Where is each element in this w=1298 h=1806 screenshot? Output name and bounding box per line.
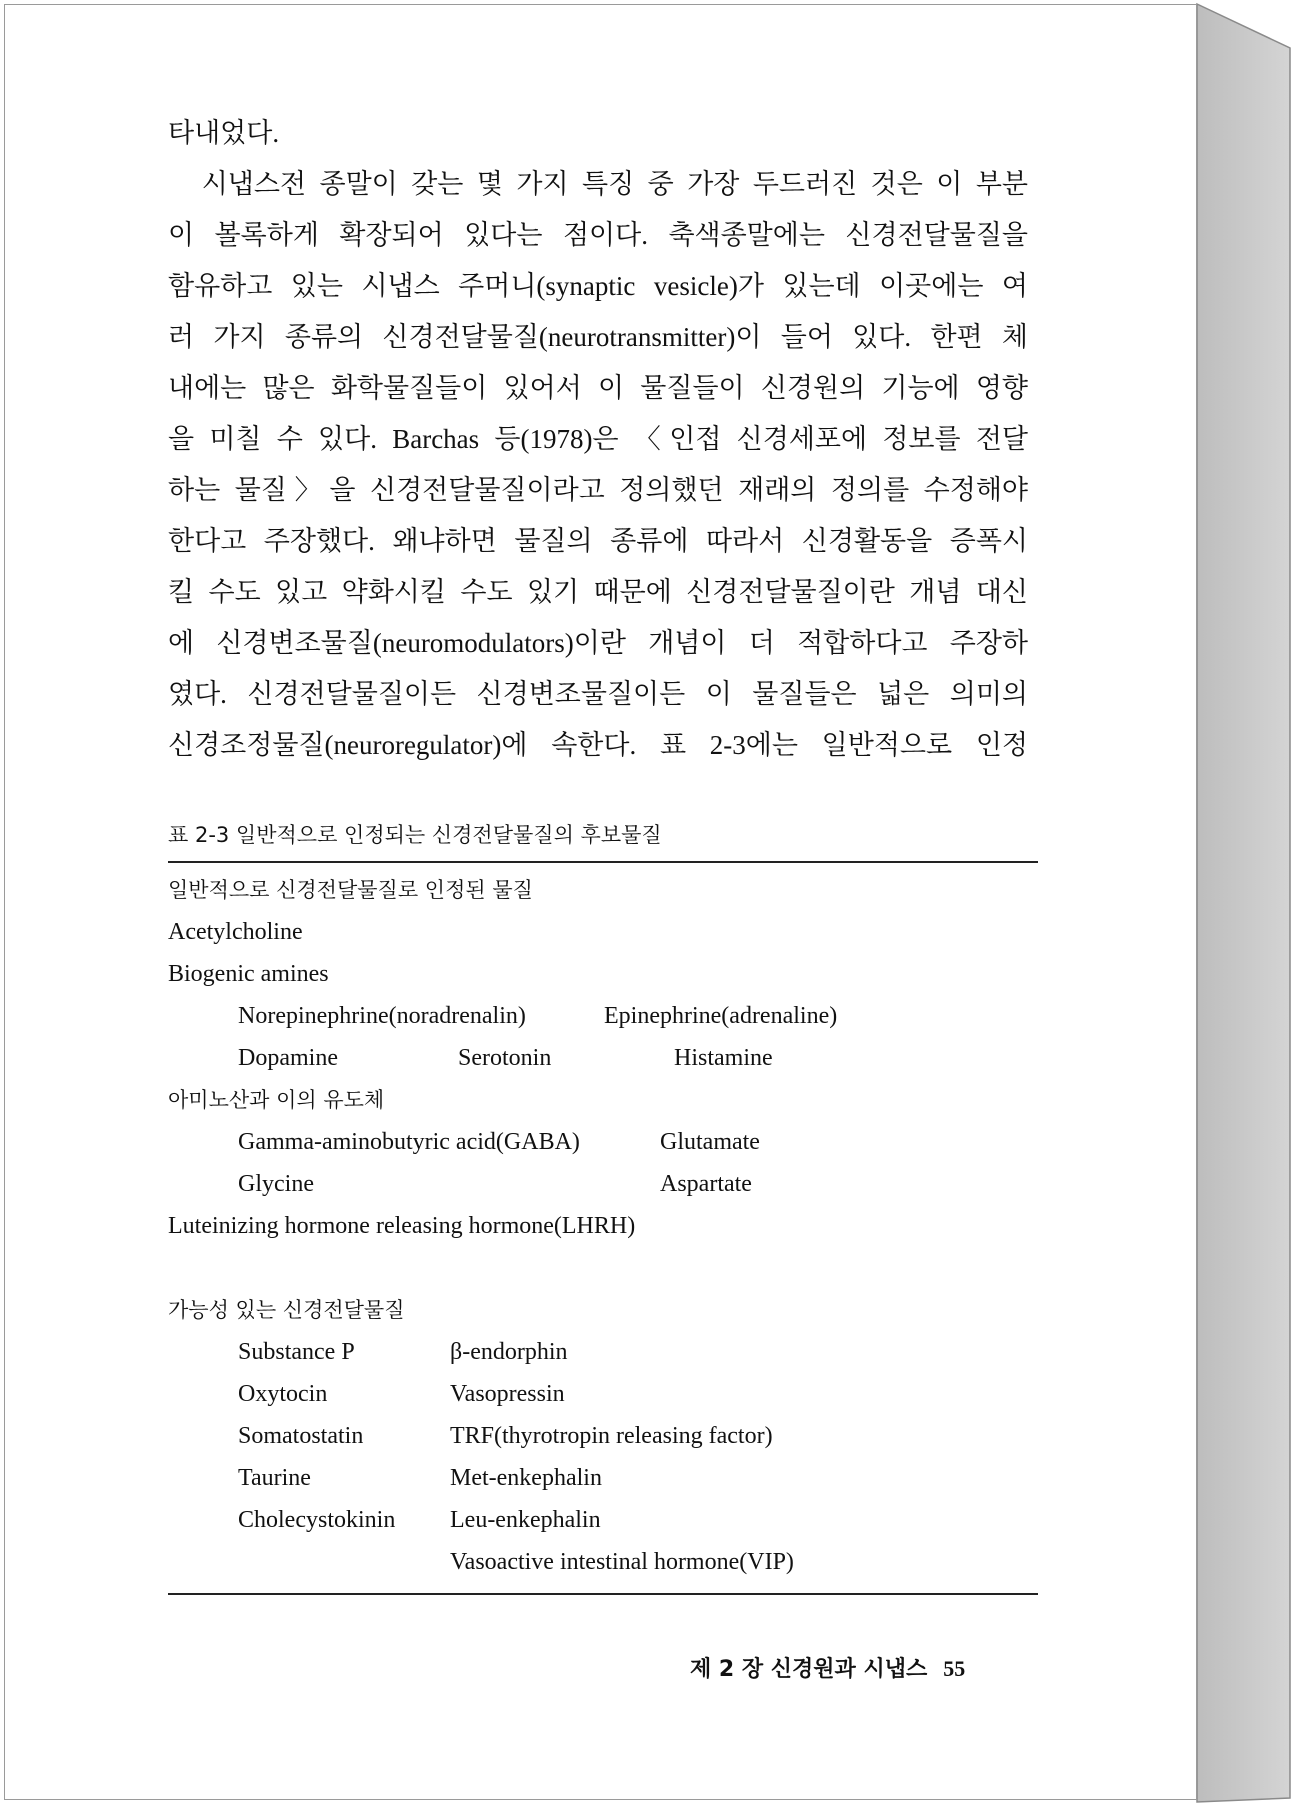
table-row (168, 1499, 1038, 1541)
body-line: 한다고 주장했다. 왜냐하면 물질의 종류에 따라서 신경활동을 증폭시 (168, 526, 1028, 556)
cell-right: β-endorphin (450, 1339, 568, 1365)
table-title: 표 2-3 일반적으로 인정되는 신경전달물질의 후보물질 (168, 823, 662, 847)
section-heading-established: 일반적으로 신경전달물질로 인정된 물질 (168, 878, 533, 902)
cell-norepinephrine: Norepinephrine(noradrenalin) (238, 1003, 526, 1029)
cell-left: Oxytocin (238, 1381, 328, 1407)
table-bottom-rule (168, 1593, 1038, 1595)
section-heading-possible: 가능성 있는 신경전달물질 (168, 1298, 405, 1322)
cell-aspartate: Aspartate (660, 1171, 752, 1197)
body-line: 킬 수도 있고 약화시킬 수도 있기 때문에 신경전달물질이란 개념 대신 (168, 577, 1028, 607)
body-paragraph (168, 108, 1028, 771)
body-line: 이 볼록하게 확장되어 있다는 점이다. 축색종말에는 신경전달물질을 (168, 220, 1028, 250)
table-row (168, 1373, 1038, 1415)
cell-serotonin: Serotonin (458, 1045, 552, 1071)
table-row (168, 1541, 1038, 1583)
page-number: 55 (943, 1656, 966, 1681)
table-row: Luteinizing hormone releasing hormone(LHRH) (168, 1213, 636, 1239)
neurotransmitter-table (168, 815, 1038, 1595)
body-line: 시냅스전 종말이 갖는 몇 가지 특징 중 가장 두드러진 것은 이 부분 (168, 169, 1028, 199)
section-gap (168, 1247, 1038, 1289)
body-line: 을 미칠 수 있다. Barchas 등(1978)은 〈인접 신경세포에 정보를 전달 (168, 424, 1028, 454)
cell-gaba: Gamma-aminobutyric acid(GABA) (238, 1129, 580, 1155)
cell-epinephrine: Epinephrine(adrenaline) (604, 1003, 838, 1029)
cell-dopamine: Dopamine (238, 1045, 338, 1071)
cell-left: Somatostatin (238, 1423, 364, 1449)
table-row: Biogenic amines (168, 961, 329, 987)
table-row (168, 1415, 1038, 1457)
section-subheading-amino-acids: 아미노산과 이의 유도체 (168, 1088, 385, 1112)
body-line: 에 신경변조물질(neuromodulators)이란 개념이 더 적합하다고 주장하 (168, 628, 1028, 658)
body-line: 함유하고 있는 시냅스 주머니(synaptic vesicle)가 있는데 이곳에는 여 (168, 271, 1028, 301)
cell-glutamate: Glutamate (660, 1129, 760, 1155)
table-row (168, 1457, 1038, 1499)
body-line: 하는 물질〉을 신경전달물질이라고 정의했던 재래의 정의를 수정해야 (168, 475, 1028, 505)
cell-right: Leu-enkephalin (450, 1507, 601, 1533)
cell-right: TRF(thyrotropin releasing factor) (450, 1423, 773, 1449)
table-row (168, 995, 1038, 1037)
body-line: 러 가지 종류의 신경전달물질(neurotransmitter)이 들어 있다. 한편 체 (168, 322, 1028, 352)
page-footer (690, 1652, 965, 1683)
cell-left: Substance P (238, 1339, 355, 1365)
cell-right: Vasopressin (450, 1381, 565, 1407)
body-line: 타내었다. (168, 118, 280, 148)
cell-glycine: Glycine (238, 1171, 314, 1197)
body-line: 였다. 신경전달물질이든 신경변조물질이든 이 물질들은 넓은 의미의 (168, 679, 1028, 709)
table-row (168, 1121, 1038, 1163)
body-line: 신경조정물질(neuroregulator)에 속한다. 표 2-3에는 일반적으로 인정 (168, 730, 1028, 760)
table-row (168, 1037, 1038, 1079)
cell-right: Met-enkephalin (450, 1465, 602, 1491)
table-row (168, 1163, 1038, 1205)
cell-left: Taurine (238, 1465, 311, 1491)
table-row: Acetylcholine (168, 919, 303, 945)
cell-right: Vasoactive intestinal hormone(VIP) (450, 1549, 794, 1575)
chapter-title: 제 2 장 신경원과 시냅스 (690, 1657, 928, 1682)
body-line: 내에는 많은 화학물질들이 있어서 이 물질들이 신경원의 기능에 영향 (168, 373, 1028, 403)
table-top-rule (168, 861, 1038, 863)
cell-histamine: Histamine (674, 1045, 773, 1071)
cell-left: Cholecystokinin (238, 1507, 396, 1533)
table-row (168, 1331, 1038, 1373)
